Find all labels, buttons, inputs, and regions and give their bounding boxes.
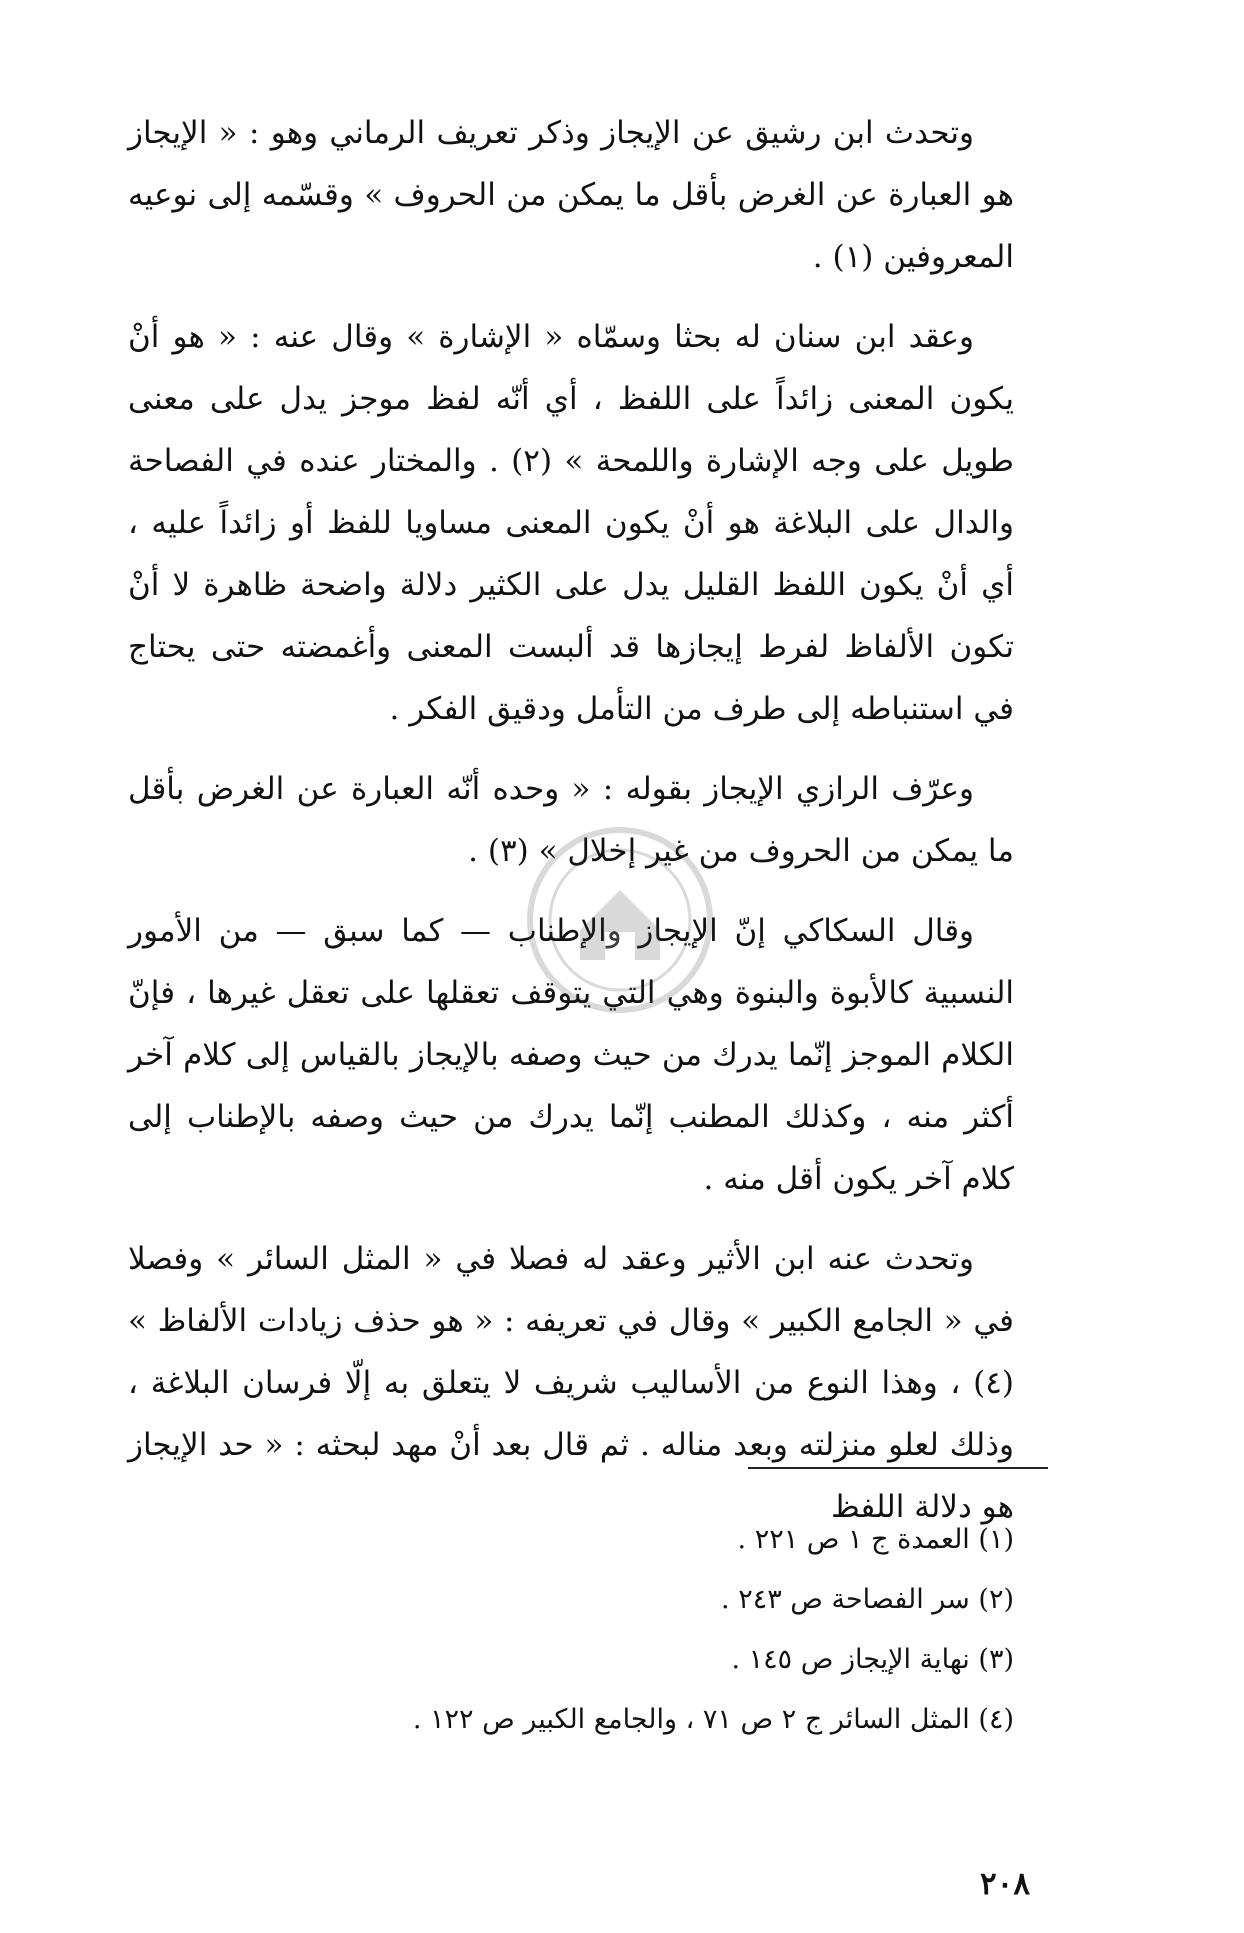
footnote-3: (٣) نهاية الإيجاز ص ١٤٥ . [731, 1644, 1014, 1675]
footnote-4: (٤) المثل السائر ج ٢ ص ٧١ ، والجامع الكبير ص ١٢٢ . [412, 1704, 1014, 1735]
paragraph-razi: وعرّف الرازي الإيجاز بقوله : « وحده أنّه العبارة عن الغرض بأقل ما يمكن من الحروف من غير إخلال » (٣) . [128, 771, 1014, 869]
paragraph-ibn-athir: وتحدث عنه ابن الأثير وعقد له فصلا في « المثل السائر » وفصلا في « الجامع الكبير » وقال في تعريفه : « هو حذف زيادات الألفاظ » (٤) ، وهذا النوع من الأساليب شريف لا يتعلق به إلّا فرسان البلاغة ، وذلك لعلو منزلته وبعد مناله . ثم قال بعد أنْ مهد لبحثه : « حد الإيجاز هو دلالة اللفظ [128, 1241, 1014, 1525]
footnote-2: (٢) سر الفصاحة ص ٢٤٣ . [721, 1584, 1014, 1615]
footnotes [114, 1510, 1014, 1750]
paragraph-ibn-rashiq: وتحدث ابن رشيق عن الإيجاز وذكر تعريف الرماني وهو : « الإيجاز هو العبارة عن الغرض بأقل ما يمكن من الحروف » وقسّمه إلى نوعيه المعروفين (١) . [128, 115, 1014, 275]
footnote-separator [748, 1467, 1048, 1469]
paragraph-ibn-sinan: وعقد ابن سنان له بحثا وسمّاه « الإشارة » وقال عنه : « هو أنْ يكون المعنى زائداً على اللفظ ، أي أنّه لفظ موجز يدل على معنى طويل على وجه الإشارة واللمحة » (٢) . والمختار عنده في الفصاحة والدال على البلاغة هو أنْ يكون المعنى مساويا للفظ أو زائداً عليه ، أي أنْ يكون اللفظ القليل يدل على الكثير دلالة واضحة ظاهرة لا أنْ تكون الألفاظ لفرط إيجازها قد ألبست المعنى وأغمضته حتى يحتاج في استنباطه إلى طرف من التأمل ودقيق الفكر . [128, 319, 1014, 727]
body-text [128, 102, 1014, 1556]
paragraph-sakkaki: وقال السكاكي إنّ الإيجاز والإطناب — كما سبق — من الأمور النسبية كالأبوة والبنوة وهي التي يتوقف تعقلها على تعقل غيرها ، فإنّ الكلام الموجز إنّما يدرك من حيث وصفه بالإيجاز بالقياس إلى كلام آخر أكثر منه ، وكذلك المطنب إنّما يدرك من حيث وصفه بالإطناب إلى كلام آخر يكون أقل منه . [128, 913, 1014, 1197]
page-number: ٢٠٨ [980, 1866, 1030, 1902]
footnote-1: (١) العمدة ج ١ ص ٢٢١ . [737, 1524, 1014, 1555]
